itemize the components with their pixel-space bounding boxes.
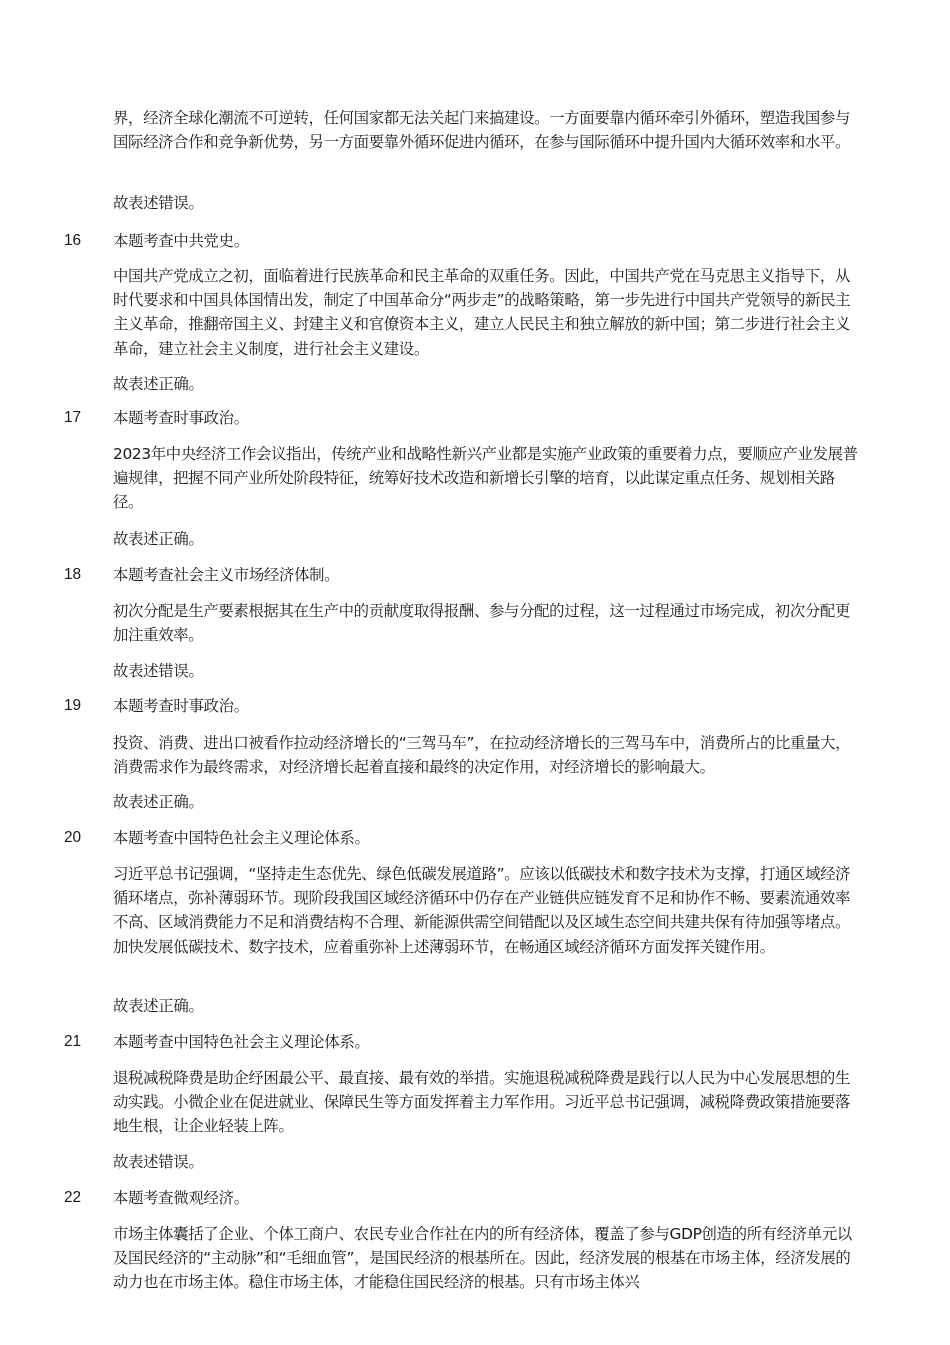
question-heading: 本题考查中共党史。 xyxy=(113,232,249,250)
question-verdict: 故表述错误。 xyxy=(113,1153,204,1171)
question-verdict: 故表述正确。 xyxy=(113,530,204,548)
question-number: 22 xyxy=(64,1189,82,1206)
question-body: 习近平总书记强调，“坚持走生态优先、绿色低碳发展道路”。应该以低碳技术和数字技术为支撑，打通区域经济循环堵点，弥补薄弱环节。现阶段我国区域经济循环中仍存在产业链供应链发育不足和协作不畅、要素流通效率不高、区域消费能力不足和消费结构不合理、新能源供需空间错配以及区域生态空间共建共保有待加强等堵点。加快发展低碳技术、数字技术，应着重弥补上述薄弱环节，在畅通区域经济循环方面发挥关键作用。 xyxy=(113,865,851,956)
question-body: 市场主体囊括了企业、个体工商户、农民专业合作社在内的所有经济体，覆盖了参与GDP创造的所有经济单元以及国民经济的“主动脉”和“毛细血管”，是国民经济的根基所在。因此，经济发展的根基在市场主体，经济发展的动力也在市场主体。稳住市场主体，才能稳住国民经济的根基。只有市场主体兴 xyxy=(113,1225,852,1292)
question-heading: 本题考查中国特色社会主义理论体系。 xyxy=(113,829,370,847)
question-number: 20 xyxy=(64,829,82,846)
question-verdict: 故表述正确。 xyxy=(113,997,204,1015)
question-number: 19 xyxy=(64,697,82,714)
question-verdict: 故表述正确。 xyxy=(113,375,204,393)
question-number: 18 xyxy=(64,566,82,583)
question-body: 初次分配是生产要素根据其在生产中的贡献度取得报酬、参与分配的过程，这一过程通过市场完成，初次分配更加注重效率。 xyxy=(113,602,850,645)
question-heading: 本题考查社会主义市场经济体制。 xyxy=(113,566,340,584)
question-number: 21 xyxy=(64,1033,82,1050)
question-verdict: 故表述错误。 xyxy=(113,662,204,680)
intro-verdict: 故表述错误。 xyxy=(113,194,204,212)
question-heading: 本题考查时事政治。 xyxy=(113,409,249,427)
question-verdict: 故表述正确。 xyxy=(113,793,204,811)
question-heading: 本题考查时事政治。 xyxy=(113,697,249,715)
question-number: 16 xyxy=(64,232,82,249)
intro-paragraph: 界，经济全球化潮流不可逆转，任何国家都无法关起门来搞建设。一方面要靠内循环牵引外循环，塑造我国参与国际经济合作和竞争新优势，另一方面要靠外循环促进内循环，在参与国际循环中提升国内大循环效率和水平。 xyxy=(113,109,850,152)
question-body: 投资、消费、进出口被看作拉动经济增长的“三驾马车”，在拉动经济增长的三驾马车中，消费所占的比重量大，消费需求作为最终需求，对经济增长起着直接和最终的决定作用，对经济增长的影响最大。 xyxy=(113,734,851,777)
question-number: 17 xyxy=(64,409,82,426)
question-heading: 本题考查中国特色社会主义理论体系。 xyxy=(113,1033,370,1051)
question-body: 退税减税降费是助企纾困最公平、最直接、最有效的举措。实施退税减税降费是践行以人民为中心发展思想的生动实践。小微企业在促进就业、保障民生等方面发挥着主力军作用。习近平总书记强调，减税降费政策措施要落地生根，让企业轻装上阵。 xyxy=(113,1069,850,1136)
question-heading: 本题考查微观经济。 xyxy=(113,1189,249,1207)
question-body: 中国共产党成立之初，面临着进行民族革命和民主革命的双重任务。因此，中国共产党在马克思主义指导下，从时代要求和中国具体国情出发，制定了中国革命分“两步走”的战略策略，第一步先进行中国共产党领导的新民主主义革命，推翻帝国主义、封建主义和官僚资本主义，建立人民民主和独立解放的新中国；第二步进行社会主义革命，建立社会主义制度，进行社会主义建设。 xyxy=(113,267,851,358)
question-body: 2023年中央经济工作会议指出，传统产业和战略性新兴产业都是实施产业政策的重要着力点，要顺应产业发展普遍规律，把握不同产业所处阶段特征，统筹好技术改造和新增长引擎的培育，以此谋定重点任务、规划相关路径。 xyxy=(113,445,858,512)
